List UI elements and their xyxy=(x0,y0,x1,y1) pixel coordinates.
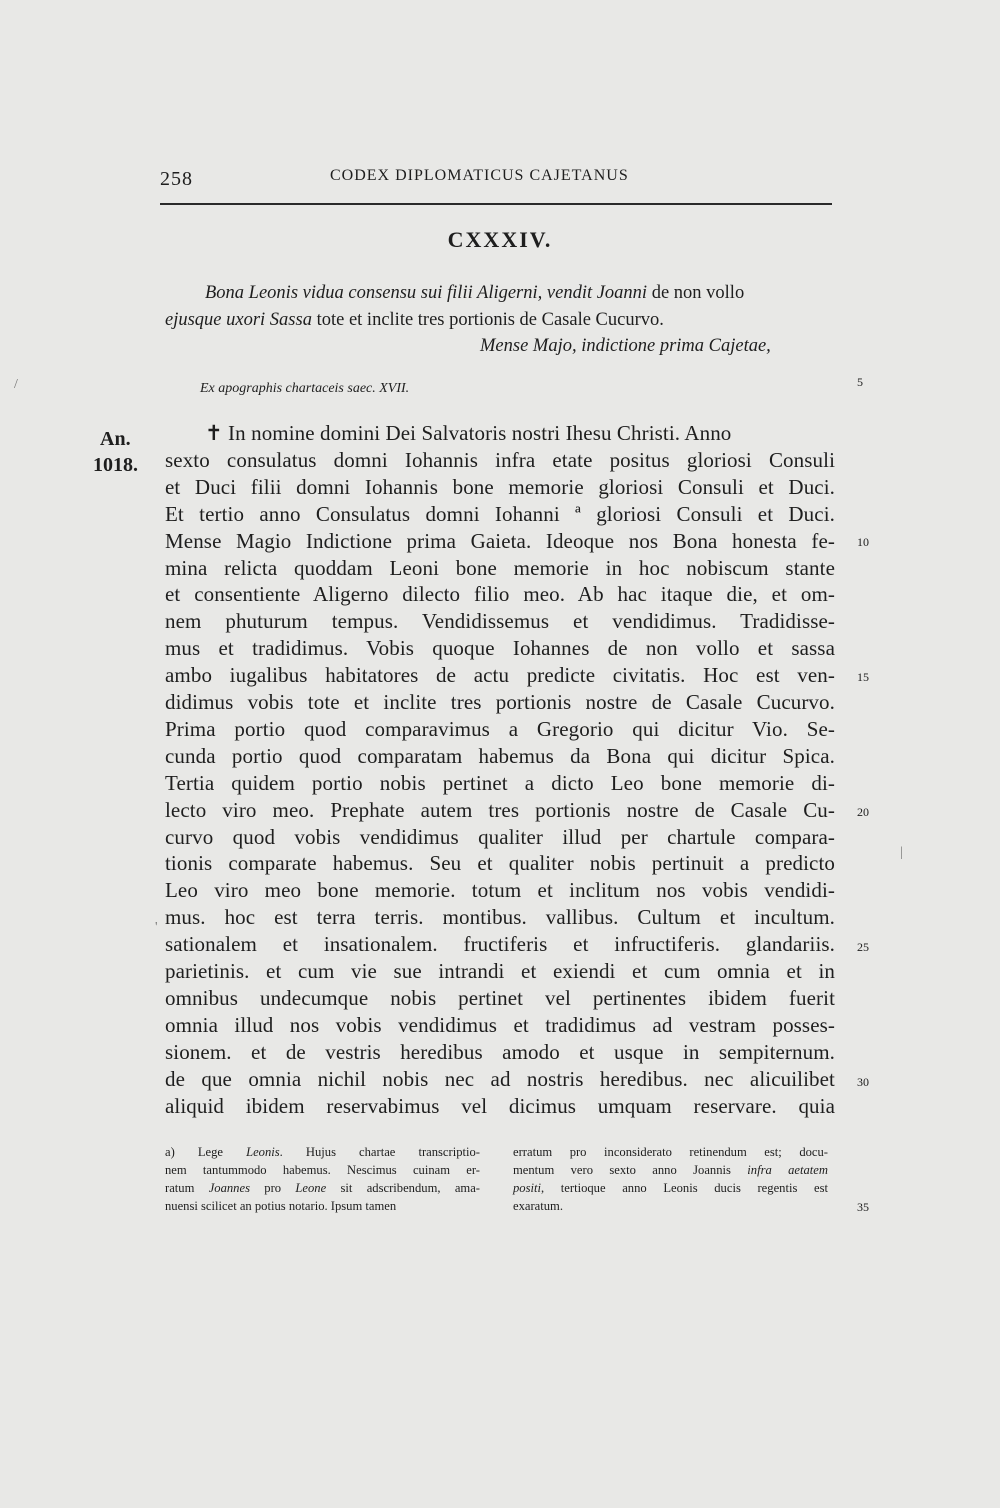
body-line: mus et tradidimus. Vobis quoque Iohannes de non vollo et sassa xyxy=(165,636,835,661)
body-line: Mense Magio Indictione prima Gaieta. Ideoque nos Bona honesta fe- xyxy=(165,528,835,553)
summary-line-2: ejusque uxori Sassa tote et inclite tres portionis de Casale Cucurvo. xyxy=(165,310,664,330)
body-line: mina relicta quoddam Leoni bone memorie in hoc nobiscum stante xyxy=(165,555,835,580)
document-number: CXXXIV. xyxy=(447,227,553,252)
body-line: cunda portio quod comparatam habemus da Bona qui dicitur Spica. xyxy=(165,743,835,768)
line-number: 5 xyxy=(857,375,863,389)
body-line: Leo viro meo bone memorie. totum et inclitum nos vobis vendidi- xyxy=(165,878,835,903)
footnote-line: ratum Joannes pro Leone sit adscribendum, ama- xyxy=(165,1181,480,1195)
body-line: nem phuturum tempus. Vendidissemus et vendidimus. Tradidisse- xyxy=(165,609,835,634)
footnote-line: exaratum. xyxy=(513,1199,563,1213)
line-number: 25 xyxy=(857,940,869,954)
body-line: de que omnia nichil nobis nec ad nostris heredibus. nec alicuilibet xyxy=(165,1066,835,1091)
line-number: 30 xyxy=(857,1075,869,1089)
body-line: omnibus undecumque nobis pertinet vel pertinentes ibidem fuerit xyxy=(165,985,835,1010)
body-line: curvo quod vobis vendidimus qualiter illud per chartule compara- xyxy=(165,824,835,849)
header-rule xyxy=(160,203,832,205)
body-line: sationalem et insationalem. fructiferis et infructiferis. glandariis. xyxy=(165,932,835,957)
body-line: mus. hoc est terra terris. montibus. vallibus. Cultum et incultum. xyxy=(165,905,835,930)
line-number: 10 xyxy=(857,535,869,549)
body-line: et consentiente Aligerno dilecto filio meo. Ab hac itaque die, et om- xyxy=(165,582,835,607)
margin-mark: | xyxy=(900,845,903,860)
footnote-left-column xyxy=(165,1143,480,1215)
body-line: ambo iugalibus habitatores de actu predicte civitatis. Hoc est ven- xyxy=(165,663,835,688)
body-line: aliquid ibidem reservabimus vel dicimus umquam reservare. quia xyxy=(165,1093,835,1118)
page-number: 258 xyxy=(160,168,193,190)
footnote-line: positi, tertioque anno Leonis ducis regentis est xyxy=(513,1181,828,1195)
body-line: ✝ In nomine domini Dei Salvatoris nostri Ihesu Christi. Anno xyxy=(205,421,732,445)
body-line: parietinis. et cum vie sue intrandi et exiendi et cum omnia et in xyxy=(165,959,835,983)
body-line: Prima portio quod comparavimus a Gregorio qui dicitur Vio. Se- xyxy=(165,716,835,741)
margin-mark: ' xyxy=(155,920,158,935)
body-line: Tertia quidem portio nobis pertinet a dicto Leo bone memorie di- xyxy=(165,770,835,795)
margin-mark: / xyxy=(14,377,18,392)
footnote-line: nem tantummodo habemus. Nescimus cuinam er- xyxy=(165,1163,480,1177)
body-line: sexto consulatus domni Iohannis infra etate positus gloriosi Consuli xyxy=(165,447,835,472)
line-number: 15 xyxy=(857,670,869,684)
footnote-line: mentum vero sexto anno Joannis infra aetatem xyxy=(513,1163,828,1177)
body-line: Et tertio anno Consulatus domni Iohanni ª gloriosi Consuli et Duci. xyxy=(165,501,835,526)
running-head: CODEX DIPLOMATICUS CAJETANUS xyxy=(330,167,629,184)
year-label-an: An. xyxy=(100,428,131,450)
summary-line-1: Bona Leonis vidua consensu sui filii Aligerni, vendit Joanni de non vollo xyxy=(205,283,745,303)
line-number: 20 xyxy=(857,805,869,819)
footnote-line: nuensi scilicet an potius notario. Ipsum tamen xyxy=(165,1199,397,1213)
body-line: lecto viro meo. Prephate autem tres portionis nostre de Casale Cu- xyxy=(165,797,835,822)
body-line: omnia illud nos vobis vendidimus et tradidimus ad vestram posses- xyxy=(165,1012,835,1037)
body-line: didimus vobis tote et inclite tres portionis nostre de Casale Cucurvo. xyxy=(165,690,835,714)
footnote-line: erratum pro inconsiderato retinendum est; docu- xyxy=(513,1145,828,1159)
line-number: 35 xyxy=(857,1200,869,1214)
body-line: et Duci filii domni Iohannis bone memorie gloriosi Consuli et Duci. xyxy=(165,474,835,499)
footnote-right-column xyxy=(513,1143,828,1215)
summary-line-3: Mense Majo, indictione prima Cajetae, xyxy=(480,336,771,356)
year-label-year: 1018. xyxy=(93,454,138,476)
body-line: sionem. et de vestris heredibus amodo et usque in sempiternum. xyxy=(165,1039,835,1064)
source-note: Ex apographis chartaceis saec. XVII. xyxy=(200,381,410,396)
body-line: tionis comparate habemus. Seu et qualiter nobis pertinuit a predicto xyxy=(165,851,835,876)
footnote-line: a) Lege Leonis. Hujus chartae transcriptio- xyxy=(165,1145,480,1159)
